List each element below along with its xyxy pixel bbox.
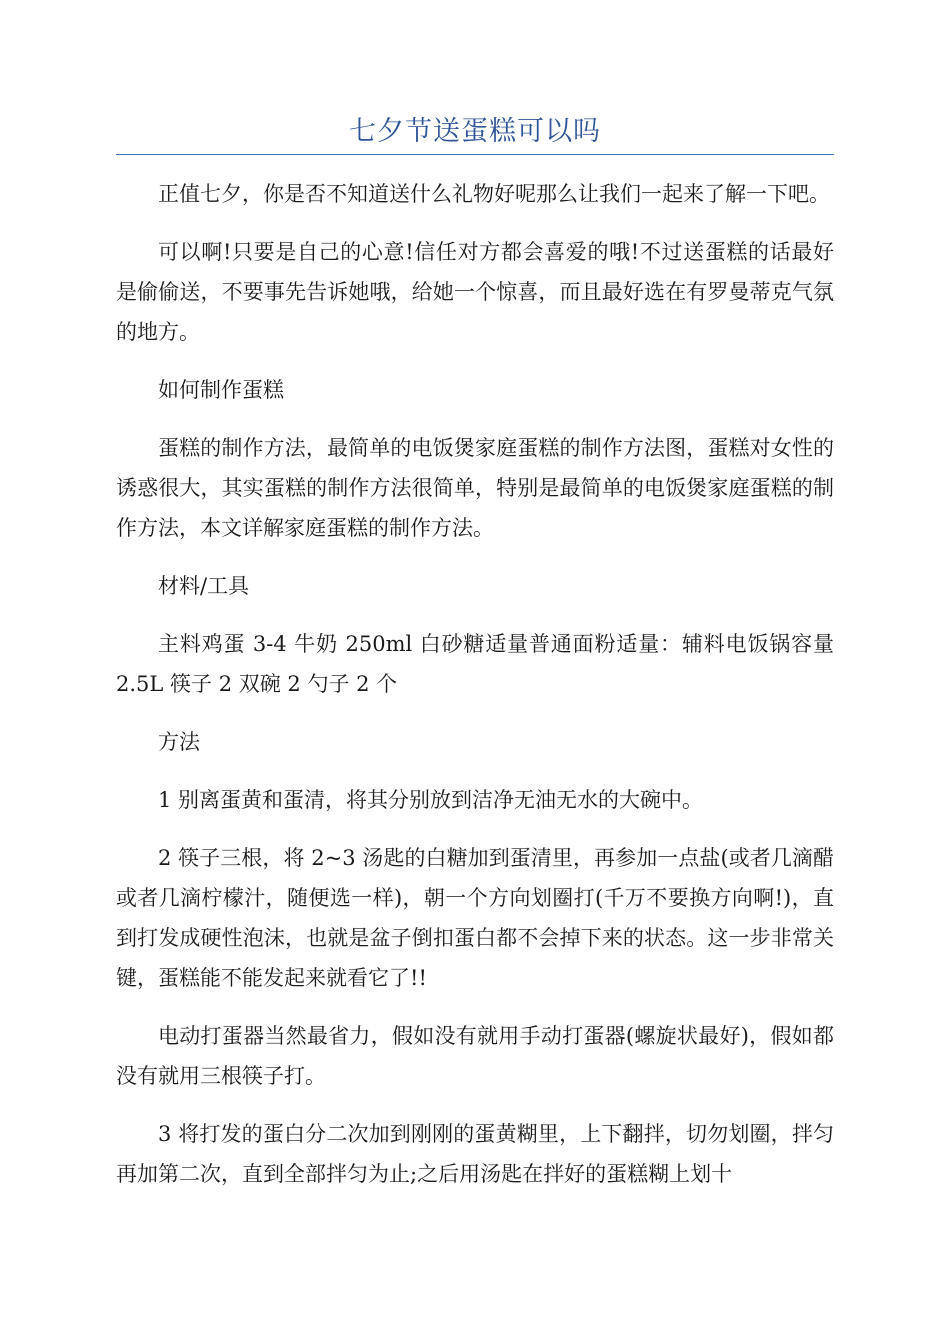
paragraph-intro: 正值七夕，你是否不知道送什么礼物好呢那么让我们一起来了解一下吧。 bbox=[158, 182, 830, 206]
paragraph-answer: 可以啊!只要是自己的心意!信任对方都会喜爱的哦!不过送蛋糕的话最好是偷偷送，不要事先告诉她哦，给她一个惊喜，而且最好选在有罗曼蒂克气氛的地方。 bbox=[116, 240, 834, 344]
document-body bbox=[116, 174, 834, 1212]
paragraph-ingredients: 主料鸡蛋 3-4 牛奶 250ml 白砂糖适量普通面粉适量：辅料电饭锅容量 2.5L 筷子 2 双碗 2 勺子 2 个 bbox=[116, 632, 834, 696]
heading-how-to-make: 如何制作蛋糕 bbox=[158, 378, 284, 402]
title-underline bbox=[116, 154, 834, 155]
paragraph-method-intro: 蛋糕的制作方法，最简单的电饭煲家庭蛋糕的制作方法图，蛋糕对女性的诱惑很大，其实蛋糕的制作方法很简单，特别是最简单的电饭煲家庭蛋糕的制作方法，本文详解家庭蛋糕的制作方法。 bbox=[116, 436, 834, 540]
heading-method: 方法 bbox=[158, 730, 200, 754]
paragraph-step-1: 1 别离蛋黄和蛋清，将其分别放到洁净无油无水的大碗中。 bbox=[158, 788, 704, 812]
paragraph-step-2: 2 筷子三根，将 2~3 汤匙的白糖加到蛋清里，再参加一点盐(或者几滴醋或者几滴柠檬汁，随便选一样)，朝一个方向划圈打(千万不要换方向啊!)，直到打发成硬性泡沫，也就是盆子倒扣蛋白都不会掉下来的状态。这一步非常关键，蛋糕能不能发起来就看它了!! bbox=[116, 846, 834, 990]
paragraph-mixer-note: 电动打蛋器当然最省力，假如没有就用手动打蛋器(螺旋状最好)，假如都没有就用三根筷子打。 bbox=[116, 1024, 834, 1088]
document-title: 七夕节送蛋糕可以吗 bbox=[349, 116, 601, 147]
paragraph-step-3: 3 将打发的蛋白分二次加到刚刚的蛋黄糊里，上下翻拌，切勿划圈，拌匀再加第二次，直到全部拌匀为止;之后用汤匙在拌好的蛋糕糊上划十 bbox=[116, 1122, 834, 1186]
heading-materials: 材料/工具 bbox=[158, 574, 250, 598]
